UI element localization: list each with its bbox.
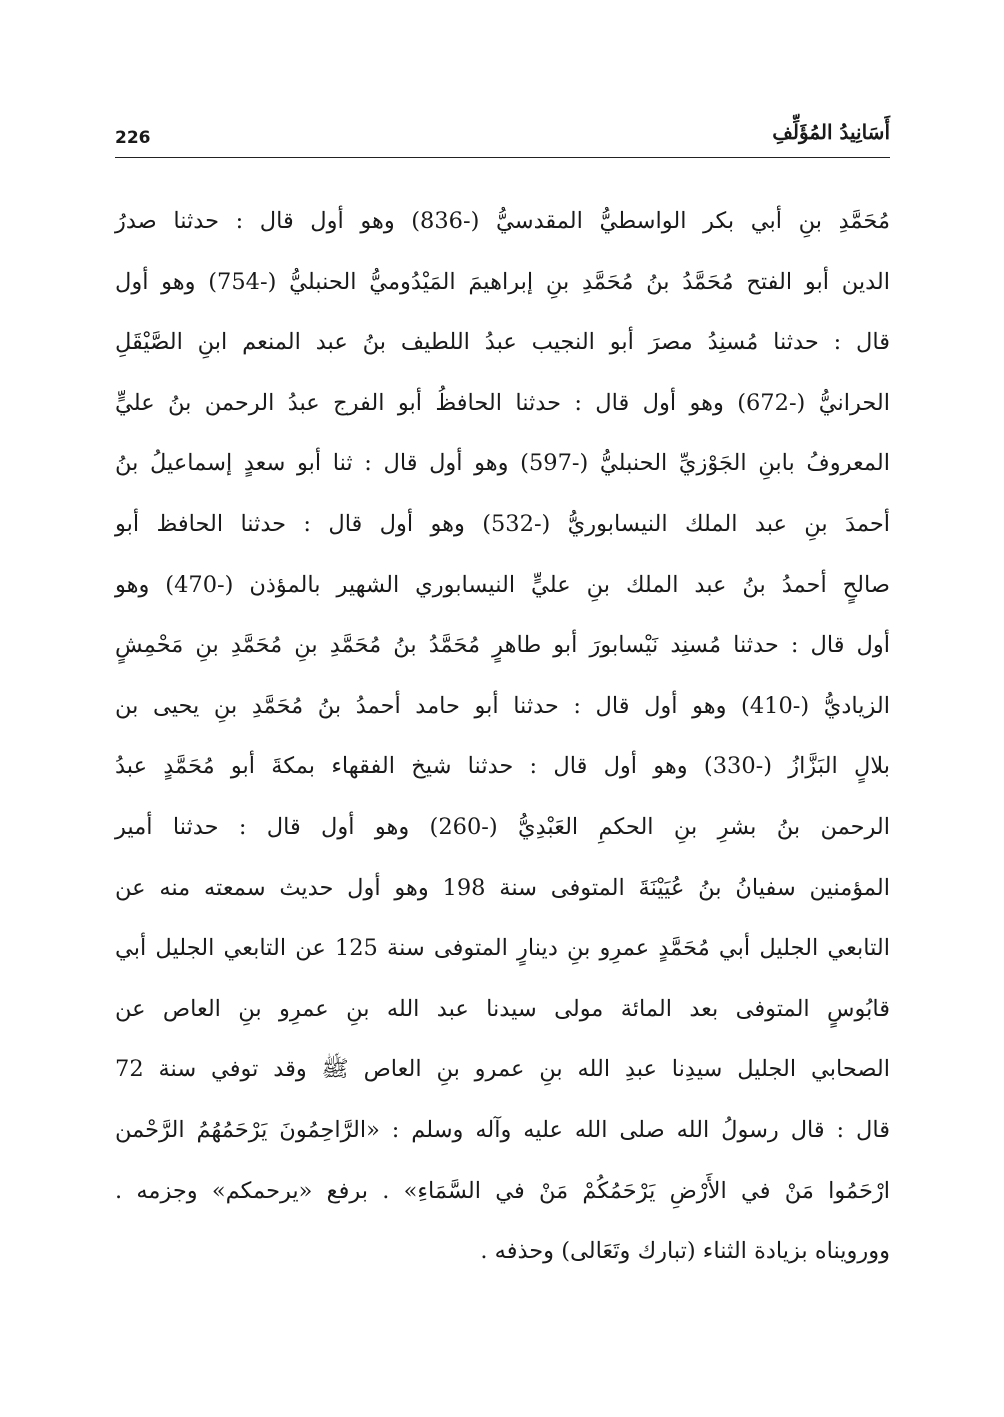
text-line: قال : حدثنا مُسنِدُ مصرَ أبو النجيب عبدُ اللطيف بنُ عبد المنعم ابنِ الصَّيْقَلِ: [115, 329, 890, 356]
text-line: المؤمنين سفيانُ بنُ عُيَيْنَةَ المتوفى سنة 198 وهو أول حديث سمعته منه عن: [115, 874, 890, 901]
text-line: الدين أبو الفتح مُحَمَّدُ بنُ مُحَمَّدِ بنِ إبراهيمَ المَيْدُوميُّ الحنبليُّ (-754) وهو أول: [115, 268, 890, 295]
text-line: التابعي الجليل أبي مُحَمَّدٍ عمرِو بنِ دينارٍ المتوفى سنة 125 عن التابعي الجليل أبي: [115, 935, 890, 962]
page-number: 226: [115, 128, 151, 148]
text-line: مُحَمَّدِ بنِ أبي بكر الواسطيُّ المقدسيُّ (-836) وهو أول قال : حدثنا صدرُ: [115, 208, 890, 234]
page-header: [115, 118, 890, 158]
text-line: قال : قال رسولُ الله صلى الله عليه وآله وسلم : «الرَّاحِمُونَ يَرْحَمُهُمُ الرَّحْمن: [115, 1116, 890, 1143]
text-line: الزياديُّ (-410) وهو أول قال : حدثنا أبو حامد أحمدُ بنُ مُحَمَّدِ بنِ يحيى بن: [115, 692, 891, 719]
text-line: الحرانيُّ (-672) وهو أول قال : حدثنا الحافظُ أبو الفرج عبدُ الرحمن بنُ عليٍّ: [115, 389, 891, 416]
text-line: الرحمن بنُ بشرِ بنِ الحكمِ العَبْدِيُّ (-260) وهو أول قال : حدثنا أمير: [115, 813, 891, 840]
text-line: بلالٍ البَزَّازُ (-330) وهو أول قال : حدثنا شيخ الفقهاء بمكةَ أبو مُحَمَّدٍ عبدُ: [115, 753, 891, 780]
text-line: الصحابي الجليل سيدِنا عبدِ الله بنِ عمرو بنِ العاص ﷺ وقد توفي سنة 72: [115, 1056, 890, 1083]
text-line: قابُوسٍ المتوفى بعد المائة مولى سيدنا عبد الله بنِ عمرِو بنِ العاص عن: [115, 995, 890, 1022]
text-line: وورويناه بزيادة الثناء (تبارك وتَعَالى) وحذفه .: [480, 1238, 890, 1265]
text-line: ارْحَمُوا مَنْ في الأَرْضِ يَرْحَمُكُمْ مَنْ في السَّمَاءِ» . برفع «يرحمكم» وجزمه .: [115, 1177, 890, 1204]
body-text: [115, 191, 890, 1282]
running-title: أَسَانِيدُ المُؤَلِّفِ: [772, 120, 890, 144]
text-line: أحمدَ بنِ عبد الملك النيسابوريُّ (-532) وهو أول قال : حدثنا الحافظ أبو: [115, 510, 890, 537]
text-line: صالحٍ أحمدُ بنُ عبد الملك بنِ عليٍّ النيسابوري الشهير بالمؤذن (-470) وهو: [115, 571, 890, 598]
text-line: المعروفُ بابنِ الجَوْزيِّ الحنبليُّ (-597) وهو أول قال : ثنا أبو سعدٍ إسماعيلُ بنُ: [115, 450, 890, 477]
text-line: أول قال : حدثنا مُسنِد نَيْسابورَ أبو طاهرٍ مُحَمَّدُ بنُ مُحَمَّدِ بنِ مُحَمَّدِ بنِ مَحْمِشٍ: [115, 632, 890, 659]
header-divider: [115, 157, 890, 158]
